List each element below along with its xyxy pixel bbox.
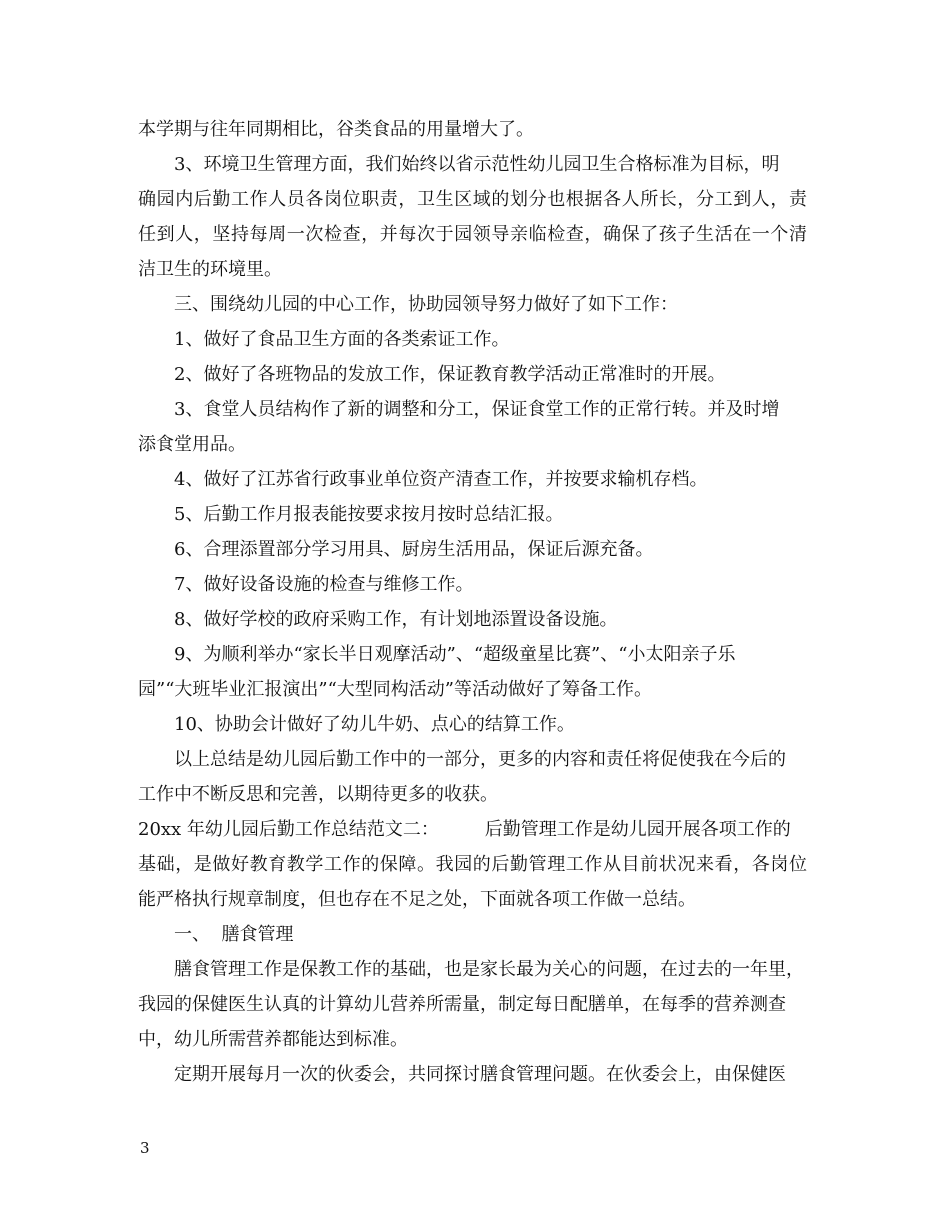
text-line: 以上总结是幼儿园后勤工作中的一部分，更多的内容和责任将促使我在今后的: [174, 749, 786, 770]
text-line: 任到人，坚持每周一次检查，并每次于园领导亲临检查，确保了孩子生活在一个清: [138, 224, 808, 245]
text-line: 园”“大班毕业汇报演出”“大型同构活动”等活动做好了筹备工作。: [138, 679, 653, 700]
text-line: 我园的保健医生认真的计算幼儿营养所需量，制定每日配膳单，在每季的营养测查: [138, 994, 786, 1015]
text-line: 7、做好设备设施的检查与维修工作。: [174, 574, 474, 595]
page-number: 3: [140, 1139, 150, 1157]
text-line: 1、做好了食品卫生方面的各类索证工作。: [174, 329, 510, 350]
text-line: 膳食管理工作是保教工作的基础，也是家长最为关心的问题，在过去的一年里，: [174, 959, 804, 980]
text-line: 定期开展每月一次的伙委会，共同探讨膳食管理问题。在伙委会上，由保健医: [174, 1064, 786, 1085]
text-line: 本学期与往年同期相比，谷类食品的用量增大了。: [138, 119, 534, 140]
section-heading: 一、 膳食管理: [174, 924, 294, 945]
text-line: 中，幼儿所需营养都能达到标准。: [138, 1029, 408, 1050]
text-line: 5、后勤工作月报表能按要求按月按时总结汇报。: [174, 504, 564, 525]
text-line: 6、合理添置部分学习用具、厨房生活用品，保证后源充备。: [174, 539, 654, 560]
text-line: 确园内后勤工作人员各岗位职责，卫生区域的划分也根据各人所长，分工到人，责: [138, 189, 808, 210]
text-line: 三、围绕幼儿园的中心工作，协助园领导努力做好了如下工作：: [174, 294, 678, 315]
text-line: 洁卫生的环境里。: [138, 259, 282, 280]
text-line: 工作中不断反思和完善，以期待更多的收获。: [138, 784, 498, 805]
text-line: 3、环境卫生管理方面，我们始终以省示范性幼儿园卫生合格标准为目标，明: [174, 154, 780, 175]
text-line: 4、做好了江苏省行政事业单位资产清查工作，并按要求输机存档。: [174, 469, 708, 490]
text-line: 3、食堂人员结构作了新的调整和分工，保证食堂工作的正常行转。并及时增: [174, 399, 780, 420]
text-line: 9、为顺利举办“家长半日观摩活动”、“超级童星比赛”、“小太阳亲子乐: [174, 644, 736, 665]
text-line: 8、做好学校的政府采购工作，有计划地添置设备设施。: [174, 609, 618, 630]
text-line: 添食堂用品。: [138, 434, 246, 455]
text-line: 10、协助会计做好了幼儿牛奶、点心的结算工作。: [174, 714, 575, 735]
text-line: 20xx 年幼儿园后勤工作总结范文二： 后勤管理工作是幼儿园开展各项工作的: [138, 819, 791, 840]
text-line: 能严格执行规章制度，但也存在不足之处，下面就各项工作做一总结。: [138, 889, 696, 910]
text-line: 基础，是做好教育教学工作的保障。我园的后勤管理工作从目前状况来看，各岗位: [138, 854, 808, 875]
text-line: 2、做好了各班物品的发放工作，保证教育教学活动正常准时的开展。: [174, 364, 726, 385]
